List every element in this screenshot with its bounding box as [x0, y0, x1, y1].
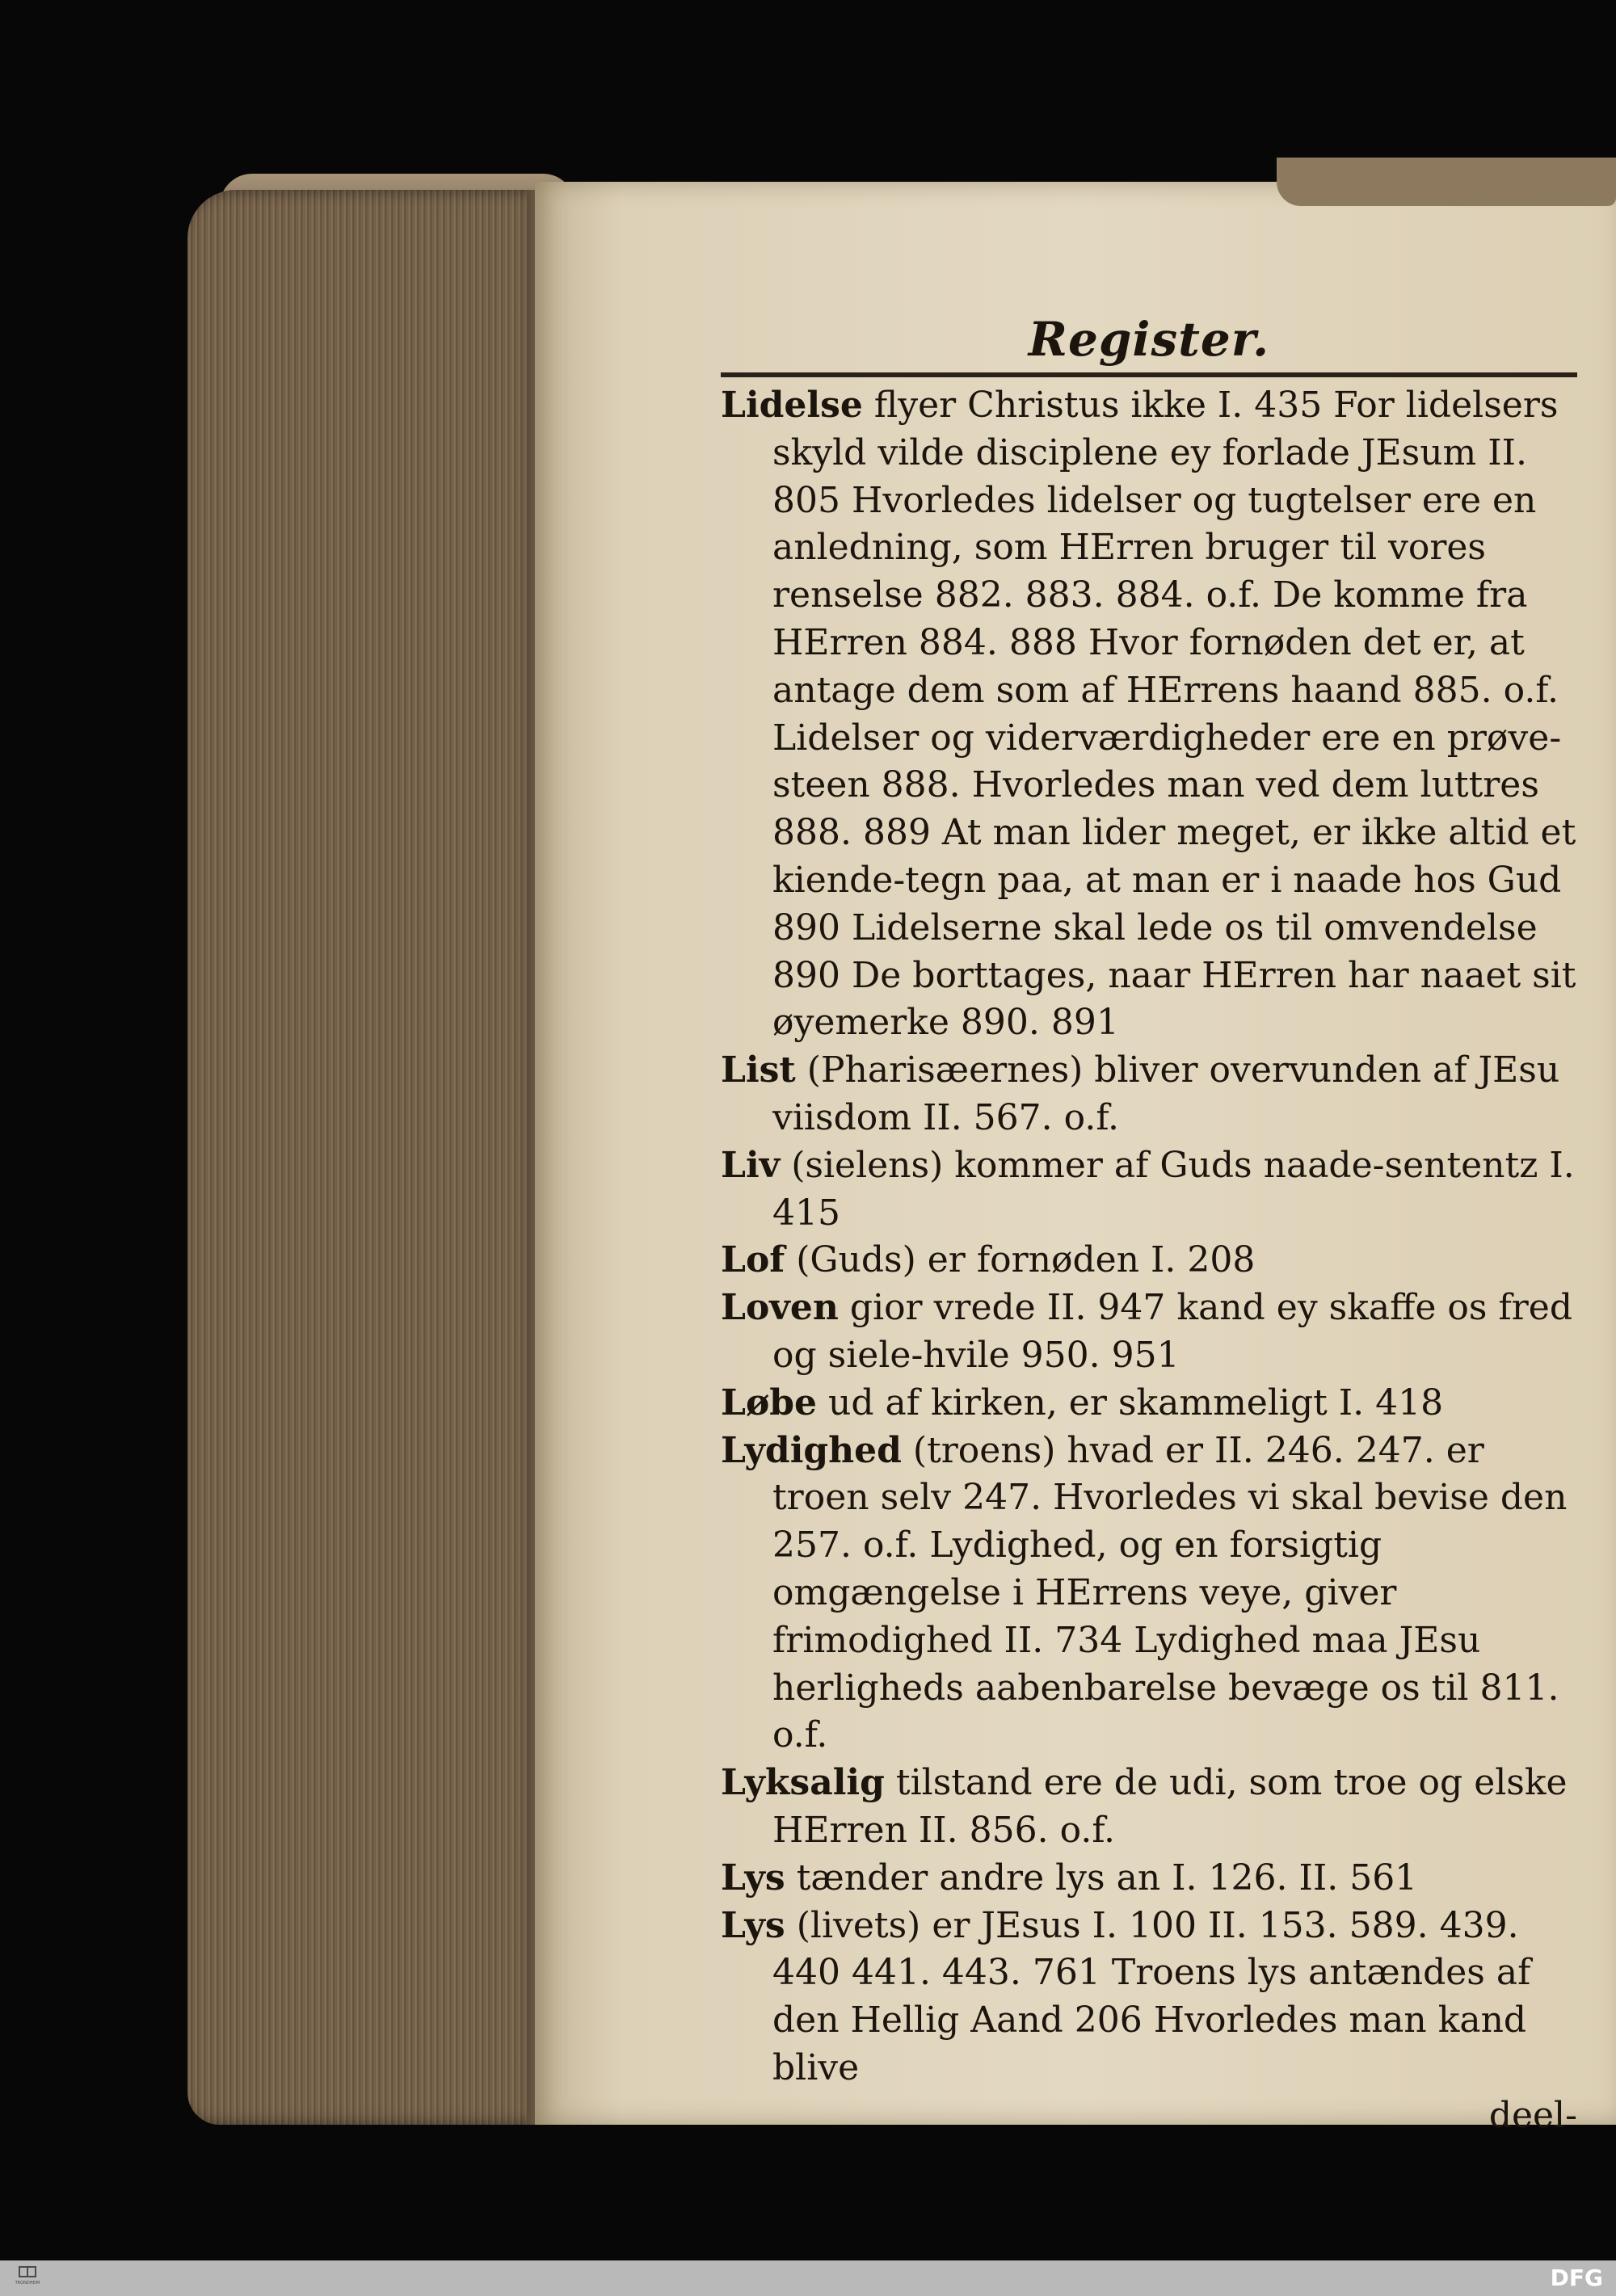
- book: [187, 166, 1616, 2136]
- library-logo-icon: [11, 2265, 44, 2291]
- library-logo-text: TRONDHEIM: [15, 2281, 40, 2285]
- register-entry: Lof (Guds) er fornøden I. 208: [721, 1239, 1256, 1281]
- register-entries: [721, 382, 1577, 2092]
- register-entry: List (Pharisæernes) bliver overvunden af JEsu viisdom II. 567. o.f.: [721, 1049, 1560, 1138]
- register-entry: Lys tænder andre lys an I. 126. II. 561: [721, 1857, 1418, 1899]
- register-entry: Løbe ud af kirken, er skammeligt I. 418: [721, 1381, 1444, 1423]
- register-entry: Lydighed (troens) hvad er II. 246. 247. er troen selv 247. Hvorledes vi skal bevise den 257. o.f. Lydighed, og en forsigtig omgængelse i HErrens veye, giver frimodighed II. 734 Lydighed maa JEsu herligheds aabenbarelse bevæge os til 811. o.f.: [721, 1429, 1568, 1756]
- catchword: deel-: [1488, 2094, 1577, 2136]
- page-content: [721, 311, 1577, 2136]
- register-entry: Lys (livets) er JEsus I. 100 II. 153. 589. 439. 440 441. 443. 761 Troens lys antændes af den Hellig Aand 206 Hvorledes man kand blive: [721, 1904, 1531, 2088]
- book-page: [535, 182, 1616, 2136]
- header-rule: [721, 372, 1577, 377]
- register-entry: Lyksalig tilstand ere de udi, som troe og elske HErren II. 856. o.f.: [721, 1762, 1568, 1851]
- register-entry: Liv (sielens) kommer af Guds naade-sententz I. 415: [721, 1144, 1575, 1234]
- library-emblem-icon: [18, 2265, 37, 2278]
- dfg-logo: DFG: [1550, 2264, 1603, 2291]
- page-edges: [187, 190, 543, 2125]
- viewer-footer-strip: [0, 2260, 1616, 2296]
- running-header: Register.: [1028, 312, 1270, 367]
- torn-corner: [1277, 158, 1616, 206]
- register-entry: Loven gior vrede II. 947 kand ey skaffe os fred og siele-hvile 950. 951: [721, 1287, 1573, 1376]
- register-entry: Lidelse flyer Christus ikke I. 435 For lidelsers skyld vilde disciplene ey forlade JEsum II. 805 Hvorledes lidelser og tugtelser ere en anledning, som HErren bruger til vores renselse 882. 883. 884. o.f. De komme fra HErren 884. 888 Hvor fornøden det er, at antage dem som af HErrens haand 885. o.f. Lidelser og viderværdigheder ere en prøve-steen 888. Hvorledes man ved dem luttres 888. 889 At man lider meget, er ikke altid et kiende-tegn paa, at man er i naade hos Gud 890 Lidelserne skal lede os til omvendelse 890 De borttages, naar HErren har naaet sit øyemerke 890. 891: [721, 385, 1576, 1044]
